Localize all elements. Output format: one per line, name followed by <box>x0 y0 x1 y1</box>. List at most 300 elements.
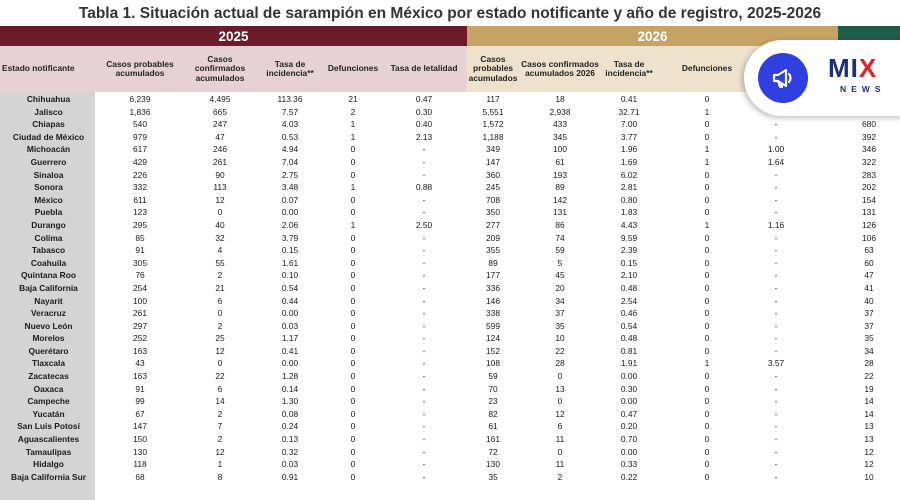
cell-2025-defunciones: 0 <box>350 383 356 394</box>
cell-2026-defunciones: 0 <box>704 94 710 104</box>
cell-2025-tasa: 0.03 <box>281 459 299 470</box>
cell-2026-letalidad: - <box>774 194 778 205</box>
table-row <box>0 143 900 156</box>
cell-2026-letalidad: - <box>774 295 778 306</box>
cell-2026-confirmados: 2,938 <box>549 106 571 117</box>
cell-2026-probables: 161 <box>486 434 500 445</box>
cell-2025-probables: 163 <box>133 371 147 382</box>
cell-2026-tasa: 0.00 <box>620 371 638 382</box>
cell-2025-letalidad: 0.88 <box>415 182 433 193</box>
table-row <box>0 232 900 245</box>
cell-2025-defunciones: 0 <box>350 169 356 180</box>
cell-2026-letalidad: - <box>774 207 778 218</box>
cell-2026-tasa: 0.54 <box>620 320 638 331</box>
cell-2025-confirmados: 4,495 <box>209 94 231 104</box>
cell-2025-tasa: 0.24 <box>281 421 299 432</box>
cell-2025-letalidad: - <box>422 345 426 356</box>
cell-2026-confirmados: 193 <box>553 169 567 180</box>
cell-2026-probables: 209 <box>486 232 500 243</box>
table-title: Tabla 1. Situación actual de sarampión en México por estado notificante y año de registro, 2025-2026 <box>78 5 822 22</box>
cell-2026-letalidad: - <box>774 345 778 356</box>
cell-2025-letalidad: - <box>422 371 426 382</box>
cell-2025-letalidad: - <box>422 245 426 256</box>
cell-2025-tasa: 4.94 <box>281 144 299 155</box>
cell-2025-probables: 6,239 <box>129 94 151 104</box>
cell-2026-tasa: 0.20 <box>620 421 638 432</box>
mix-news-logo-sub: NEWS <box>840 84 886 94</box>
cell-total: 47 <box>864 270 874 281</box>
cell-2025-defunciones: 1 <box>350 131 356 142</box>
cell-2026-probables: 355 <box>486 245 500 256</box>
cell-2026-probables: 72 <box>488 446 498 457</box>
cell-2026-letalidad: 3.57 <box>767 358 785 369</box>
cell-total: 60 <box>864 257 874 268</box>
cell-2026-tasa: 32.71 <box>618 106 640 117</box>
cell-2026-defunciones: 1 <box>704 144 710 155</box>
cell-2025-defunciones: 21 <box>348 94 358 104</box>
cell-2026-confirmados: 59 <box>555 245 565 256</box>
cell-2025-tasa: 1.61 <box>281 257 299 268</box>
cell-2026-defunciones: 1 <box>704 156 710 167</box>
table-row <box>0 206 900 219</box>
cell-2025-letalidad: 0.47 <box>415 94 433 104</box>
cell-2025-confirmados: 12 <box>215 345 225 356</box>
cell-state: Campeche <box>27 396 70 407</box>
cell-total: 346 <box>862 144 876 155</box>
header-2026-probables: Casos probables acumulados <box>468 53 518 83</box>
cell-2025-letalidad: - <box>422 232 426 243</box>
table-row <box>0 156 900 169</box>
cell-2025-probables: 611 <box>133 194 147 205</box>
cell-2025-confirmados: 2 <box>217 434 223 445</box>
cell-2025-confirmados: 22 <box>215 371 225 382</box>
cell-2026-tasa: 0.47 <box>620 408 638 419</box>
cell-total: 202 <box>862 182 876 193</box>
cell-2026-probables: 277 <box>486 219 500 230</box>
table-row <box>0 332 900 345</box>
cell-2025-defunciones: 0 <box>350 358 356 369</box>
cell-2026-letalidad: - <box>774 434 778 445</box>
cell-state: Yucatán <box>32 408 65 419</box>
cell-2026-defunciones: 0 <box>704 282 710 293</box>
cell-state: Jalisco <box>34 106 63 117</box>
cell-2026-defunciones: 0 <box>704 446 710 457</box>
table-row <box>0 395 900 408</box>
cell-state: Guerrero <box>30 156 67 167</box>
table-row <box>0 420 900 433</box>
cell-2026-confirmados: 45 <box>555 270 565 281</box>
table-row <box>0 383 900 396</box>
cell-total: 392 <box>862 131 876 142</box>
table-row <box>0 320 900 333</box>
cell-2026-tasa: 0.41 <box>620 94 638 104</box>
cell-2026-tasa: 0.70 <box>620 434 638 445</box>
cell-2025-defunciones: 0 <box>350 308 356 319</box>
cell-state: Morelos <box>32 333 65 344</box>
cell-2026-letalidad: - <box>774 471 778 482</box>
cell-state: Nayarit <box>34 295 63 306</box>
table-row <box>0 433 900 446</box>
cell-2025-probables: 429 <box>133 156 147 167</box>
table-row <box>0 244 900 257</box>
cell-2025-letalidad: - <box>422 471 426 482</box>
cell-2026-defunciones: 0 <box>704 270 710 281</box>
cell-2025-letalidad: - <box>422 144 426 155</box>
cell-2026-probables: 338 <box>486 308 500 319</box>
cell-2025-defunciones: 0 <box>350 194 356 205</box>
cell-state: Michoacán <box>26 144 71 155</box>
cell-2025-probables: 150 <box>133 434 147 445</box>
cell-2026-probables: 23 <box>488 396 498 407</box>
cell-2025-tasa: 0.00 <box>281 358 299 369</box>
cell-state: Baja California Sur <box>11 471 86 482</box>
cell-2026-defunciones: 0 <box>704 194 710 205</box>
cell-2026-confirmados: 142 <box>553 194 567 205</box>
table-row <box>0 118 900 131</box>
cell-2025-confirmados: 1 <box>217 459 223 470</box>
cell-2025-tasa: 0.54 <box>281 282 299 293</box>
cell-2025-confirmados: 2 <box>217 408 223 419</box>
cell-2026-letalidad: - <box>774 169 778 180</box>
cell-2026-tasa: 0.22 <box>620 471 638 482</box>
cell-2025-confirmados: 40 <box>215 219 225 230</box>
cell-2026-defunciones: 0 <box>704 383 710 394</box>
cell-2026-defunciones: 0 <box>704 408 710 419</box>
cell-2026-tasa: 0.00 <box>620 446 638 457</box>
cell-2025-tasa: 0.91 <box>281 471 299 482</box>
cell-2025-confirmados: 2 <box>217 270 223 281</box>
cell-2025-confirmados: 665 <box>213 106 227 117</box>
cell-2025-defunciones: 0 <box>350 257 356 268</box>
cell-2025-confirmados: 32 <box>215 232 225 243</box>
cell-state: Colima <box>34 232 63 243</box>
cell-2025-defunciones: 0 <box>350 345 356 356</box>
cell-2026-probables: 336 <box>486 282 500 293</box>
table-row <box>0 446 900 459</box>
cell-2026-confirmados: 345 <box>553 131 567 142</box>
cell-2025-defunciones: 0 <box>350 396 356 407</box>
cell-2026-defunciones: 1 <box>704 358 710 369</box>
cell-2025-confirmados: 2 <box>217 320 223 331</box>
cell-state: Durango <box>31 219 66 230</box>
cell-state: Sonora <box>34 182 63 193</box>
cell-2025-tasa: 1.17 <box>281 333 299 344</box>
cell-2025-confirmados: 0 <box>217 358 223 369</box>
cell-2025-letalidad: - <box>422 308 426 319</box>
table-row <box>0 131 900 144</box>
cell-state: Tamaulipas <box>25 446 72 457</box>
cell-total: 680 <box>862 119 876 130</box>
cell-2026-letalidad: - <box>774 119 778 130</box>
cell-2026-defunciones: 0 <box>704 345 710 356</box>
cell-2025-probables: 617 <box>133 144 147 155</box>
cell-total: 322 <box>862 156 876 167</box>
cell-2026-defunciones: 0 <box>704 396 710 407</box>
table-row <box>0 282 900 295</box>
cell-2026-confirmados: 10 <box>555 333 565 344</box>
cell-2026-letalidad: - <box>774 371 778 382</box>
cell-2026-defunciones: 0 <box>704 320 710 331</box>
cell-2025-defunciones: 0 <box>350 434 356 445</box>
cell-2025-confirmados: 14 <box>215 396 225 407</box>
cell-2026-tasa: 0.33 <box>620 459 638 470</box>
cell-2026-letalidad: - <box>774 459 778 470</box>
cell-2026-defunciones: 0 <box>704 459 710 470</box>
cell-2025-tasa: 0.03 <box>281 320 299 331</box>
cell-2025-probables: 67 <box>135 408 145 419</box>
cell-total: 154 <box>862 194 876 205</box>
cell-2026-tasa: 2.81 <box>620 182 638 193</box>
cell-2026-tasa: 2.10 <box>620 270 638 281</box>
cell-2026-probables: 117 <box>486 94 500 104</box>
cell-2025-confirmados: 6 <box>217 383 223 394</box>
cell-2026-confirmados: 89 <box>555 182 565 193</box>
cell-2026-letalidad: - <box>774 270 778 281</box>
cell-2025-confirmados: 7 <box>217 421 223 432</box>
cell-2025-letalidad: - <box>422 333 426 344</box>
table-row <box>0 357 900 370</box>
table-row <box>0 370 900 383</box>
cell-2025-tasa: 0.32 <box>281 446 299 457</box>
cell-2026-letalidad: - <box>774 446 778 457</box>
cell-2025-tasa: 4.03 <box>281 119 299 130</box>
cell-total: 37 <box>864 320 874 331</box>
cell-2025-letalidad: 2.50 <box>415 219 433 230</box>
cell-total: 34 <box>864 345 874 356</box>
cell-2025-tasa: 0.00 <box>281 308 299 319</box>
cell-total: 40 <box>864 295 874 306</box>
cell-2026-confirmados: 6 <box>557 421 563 432</box>
cell-2025-letalidad: - <box>422 459 426 470</box>
cell-2025-confirmados: 6 <box>217 295 223 306</box>
cell-state: Puebla <box>34 207 63 218</box>
cell-2025-probables: 68 <box>135 471 145 482</box>
cell-total: 37 <box>864 308 874 319</box>
header-2026-confirmados: Casos confirmados acumulados 2026 <box>521 58 599 78</box>
cell-2025-probables: 295 <box>133 219 147 230</box>
header-2025-tasa: Tasa de incidencia** <box>266 58 314 78</box>
cell-2025-confirmados: 0 <box>217 207 223 218</box>
cell-2026-probables: 61 <box>488 421 498 432</box>
cell-2025-letalidad: 2.13 <box>415 131 433 142</box>
cell-2026-confirmados: 0 <box>557 396 563 407</box>
header-2025-defunciones: Defunciones <box>327 63 379 74</box>
cell-2025-confirmados: 47 <box>215 131 225 142</box>
cell-2026-confirmados: 131 <box>553 207 567 218</box>
cell-2025-probables: 254 <box>133 282 147 293</box>
cell-2025-letalidad: 0.30 <box>415 106 433 117</box>
cell-total: 126 <box>862 219 876 230</box>
cell-state: Sinaloa <box>33 169 64 180</box>
cell-2026-confirmados: 74 <box>555 232 565 243</box>
cell-2026-tasa: 0.81 <box>620 345 638 356</box>
cell-2025-defunciones: 0 <box>350 408 356 419</box>
cell-2025-tasa: 0.08 <box>281 408 299 419</box>
cell-2025-confirmados: 247 <box>213 119 227 130</box>
cell-state: Nuevo León <box>24 320 73 331</box>
cell-2026-probables: 82 <box>488 408 498 419</box>
cell-2025-probables: 305 <box>133 257 147 268</box>
table-row <box>0 194 900 207</box>
cell-2025-letalidad: - <box>422 383 426 394</box>
cell-2025-tasa: 0.00 <box>281 207 299 218</box>
cell-2026-defunciones: 0 <box>704 295 710 306</box>
cell-2026-letalidad: 1.64 <box>767 156 785 167</box>
cell-state: Chihuahua <box>26 94 71 104</box>
cell-2026-probables: 70 <box>488 383 498 394</box>
header-2025-probables: Casos probables acumulados <box>106 58 174 78</box>
cell-2026-letalidad: - <box>774 333 778 344</box>
cell-2025-confirmados: 8 <box>217 471 223 482</box>
cell-2026-probables: 108 <box>486 358 500 369</box>
header-2025-letalidad: Tasa de letalidad <box>390 63 458 74</box>
cell-2026-defunciones: 1 <box>704 219 710 230</box>
cell-2025-defunciones: 0 <box>350 471 356 482</box>
cell-2025-defunciones: 0 <box>350 295 356 306</box>
cell-2025-tasa: 3.79 <box>281 232 299 243</box>
cell-2026-confirmados: 11 <box>555 459 565 470</box>
cell-2025-defunciones: 1 <box>350 219 356 230</box>
cell-2025-letalidad: - <box>422 446 426 457</box>
cell-2025-letalidad: - <box>422 396 426 407</box>
cell-2026-defunciones: 0 <box>704 421 710 432</box>
cell-2025-defunciones: 0 <box>350 421 356 432</box>
cell-2026-probables: 35 <box>488 471 498 482</box>
cell-2025-defunciones: 0 <box>350 371 356 382</box>
cell-state: Tabasco <box>31 245 66 256</box>
cell-2026-tasa: 6.02 <box>620 169 638 180</box>
cell-2026-letalidad: - <box>774 245 778 256</box>
cell-2025-tasa: 7.57 <box>281 106 299 117</box>
cell-2026-defunciones: 0 <box>704 169 710 180</box>
cell-state: Ciudad de México <box>12 131 85 142</box>
cell-2025-confirmados: 246 <box>213 144 227 155</box>
cell-total: 35 <box>864 333 874 344</box>
cell-2026-letalidad: - <box>774 182 778 193</box>
cell-total: 19 <box>864 383 874 394</box>
cell-total: 63 <box>864 245 874 256</box>
cell-2025-tasa: 1.30 <box>281 396 299 407</box>
cell-2025-defunciones: 0 <box>350 459 356 470</box>
cell-2025-letalidad: - <box>422 434 426 445</box>
cell-2025-tasa: 0.41 <box>281 345 299 356</box>
cell-state: Hidalgo <box>33 459 64 470</box>
cell-total: 14 <box>864 396 874 407</box>
cell-2025-tasa: 3.48 <box>281 182 299 193</box>
cell-2026-defunciones: 0 <box>704 119 710 130</box>
cell-2026-letalidad: - <box>774 421 778 432</box>
cell-2025-letalidad: - <box>422 421 426 432</box>
cell-2026-confirmados: 11 <box>555 434 565 445</box>
cell-2025-defunciones: 1 <box>350 182 356 193</box>
cell-2025-confirmados: 25 <box>215 333 225 344</box>
cell-2026-letalidad: - <box>774 282 778 293</box>
cell-2026-probables: 147 <box>486 156 500 167</box>
cell-state: Oaxaca <box>33 383 64 394</box>
cell-2025-probables: 147 <box>133 421 147 432</box>
cell-2026-defunciones: 0 <box>704 434 710 445</box>
cell-2026-confirmados: 34 <box>555 295 565 306</box>
cell-2025-tasa: 0.13 <box>281 434 299 445</box>
cell-2025-defunciones: 0 <box>350 245 356 256</box>
cell-2025-tasa: 1.28 <box>281 371 299 382</box>
cell-2026-confirmados: 22 <box>555 345 565 356</box>
megaphone-icon[interactable] <box>758 53 808 103</box>
cell-2025-probables: 91 <box>135 245 145 256</box>
cell-2026-tasa: 9.59 <box>620 232 638 243</box>
cell-2026-probables: 5,551 <box>482 106 504 117</box>
table-row <box>0 269 900 282</box>
cell-2025-letalidad: - <box>422 295 426 306</box>
cell-2026-probables: 350 <box>486 207 500 218</box>
cell-state: Quintana Roo <box>21 270 76 281</box>
cell-2026-defunciones: 0 <box>704 232 710 243</box>
cell-2026-defunciones: 0 <box>704 245 710 256</box>
cell-2026-tasa: 1.83 <box>620 207 638 218</box>
cell-2025-probables: 252 <box>133 333 147 344</box>
cell-2026-tasa: 7.00 <box>620 119 638 130</box>
cell-state: Coahuila <box>30 257 67 268</box>
cell-2025-probables: 226 <box>133 169 147 180</box>
cell-2025-letalidad: - <box>422 194 426 205</box>
cell-2026-confirmados: 100 <box>553 144 567 155</box>
cell-2025-tasa: 0.14 <box>281 383 299 394</box>
cell-2026-probables: 349 <box>486 144 500 155</box>
cell-2026-tasa: 1.69 <box>620 156 638 167</box>
header-2026-defunciones: Defunciones <box>681 63 733 74</box>
cell-2025-defunciones: 0 <box>350 232 356 243</box>
cell-state: San Luis Potosí <box>17 421 80 432</box>
cell-2025-tasa: 0.44 <box>281 295 299 306</box>
cell-total: 28 <box>864 358 874 369</box>
cell-2026-defunciones: 1 <box>704 106 710 117</box>
cell-2026-probables: 1,188 <box>482 131 504 142</box>
cell-2025-tasa: 7.04 <box>281 156 299 167</box>
cell-2025-letalidad: - <box>422 408 426 419</box>
cell-2026-confirmados: 2 <box>557 471 563 482</box>
cell-2026-tasa: 1.91 <box>620 358 638 369</box>
cell-2025-probables: 261 <box>133 308 147 319</box>
cell-2025-probables: 43 <box>135 358 145 369</box>
cell-2025-defunciones: 0 <box>350 207 356 218</box>
cell-2025-defunciones: 0 <box>350 320 356 331</box>
cell-state: Baja California <box>19 282 78 293</box>
cell-2026-confirmados: 0 <box>557 446 563 457</box>
cell-total: 41 <box>864 282 874 293</box>
cell-state: Querétaro <box>28 345 69 356</box>
cell-2025-probables: 118 <box>133 459 147 470</box>
cell-2026-defunciones: 0 <box>704 182 710 193</box>
cell-2026-confirmados: 61 <box>555 156 565 167</box>
table-row <box>0 307 900 320</box>
cell-state: Veracruz <box>31 308 66 319</box>
cell-2025-letalidad: - <box>422 257 426 268</box>
cell-total: 12 <box>864 459 874 470</box>
cell-2026-confirmados: 86 <box>555 219 565 230</box>
cell-2025-probables: 297 <box>133 320 147 331</box>
cell-2026-confirmados: 5 <box>557 257 563 268</box>
cell-2025-defunciones: 0 <box>350 446 356 457</box>
cell-2025-letalidad: - <box>422 358 426 369</box>
cell-2026-letalidad: - <box>774 383 778 394</box>
mix-news-badge[interactable] <box>744 40 900 116</box>
cell-2026-probables: 146 <box>486 295 500 306</box>
cell-2026-probables: 130 <box>486 459 500 470</box>
cell-2025-probables: 979 <box>133 131 147 142</box>
header-2026-tasa: Tasa de incidencia** <box>605 58 653 78</box>
cell-2026-letalidad: - <box>774 320 778 331</box>
cell-total: 131 <box>862 207 876 218</box>
